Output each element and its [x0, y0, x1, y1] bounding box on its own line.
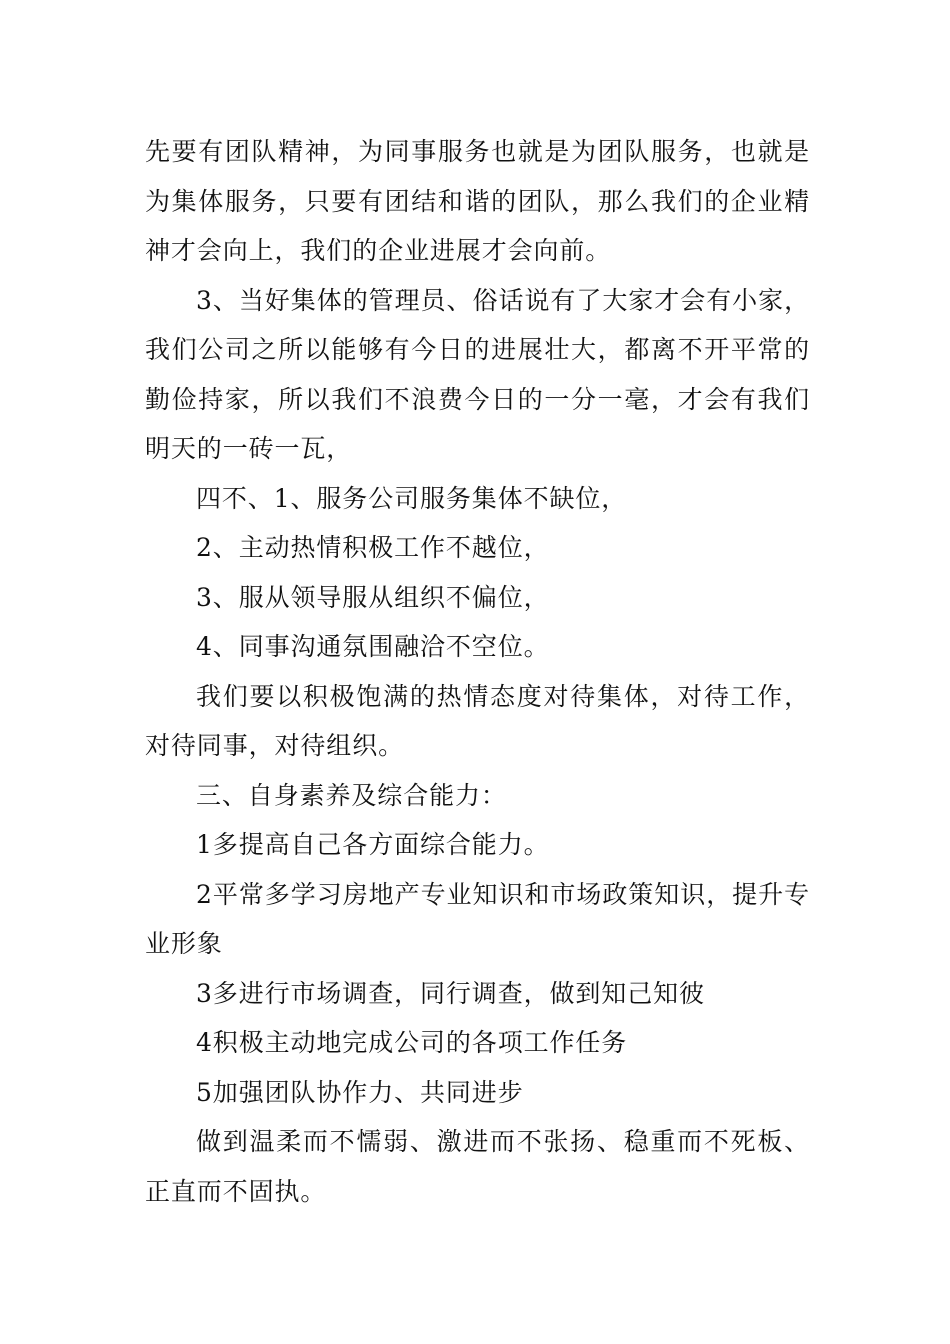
document-body	[145, 127, 810, 1216]
paragraph-13: 5加强团队协作力、共同进步	[196, 1077, 524, 1107]
paragraph-9: 1多提高自己各方面综合能力。	[196, 830, 550, 859]
paragraph-12: 4积极主动地完成公司的各项工作任务	[196, 1028, 628, 1057]
paragraph-14: 做到温柔而不懦弱、激进而不张扬、稳重而不死板、正直而不固执。	[145, 1127, 810, 1206]
section-heading: 三、自身素养及综合能力：	[196, 780, 507, 810]
paragraph-5: 3、服从领导服从组织不偏位，	[196, 582, 550, 612]
paragraph-11: 3多进行市场调查，同行调查，做到知己知彼	[196, 978, 705, 1008]
paragraph-6: 4、同事沟通氛围融洽不空位。	[196, 632, 550, 661]
paragraph-1: 先要有团队精神，为同事服务也就是为团队服务，也就是为集体服务，只要有团结和谐的团队，那么我们的企业精神才会向上，我们的企业进展才会向前。	[145, 137, 810, 265]
paragraph-4: 2、主动热情积极工作不越位，	[196, 533, 550, 562]
paragraph-10: 2平常多学习房地产专业知识和市场政策知识，提升专业形象	[145, 879, 810, 958]
paragraph-2: 3、当好集体的管理员、俗话说有了大家才会有小家，我们公司之所以能够有今日的进展壮大，都离不开平常的勤俭持家，所以我们不浪费今日的一分一毫，才会有我们明天的一砖一瓦，	[145, 285, 810, 463]
paragraph-7: 我们要以积极饱满的热情态度对待集体，对待工作，对待同事，对待组织。	[145, 681, 810, 760]
paragraph-3: 四不、1、服务公司服务集体不缺位，	[196, 483, 628, 513]
